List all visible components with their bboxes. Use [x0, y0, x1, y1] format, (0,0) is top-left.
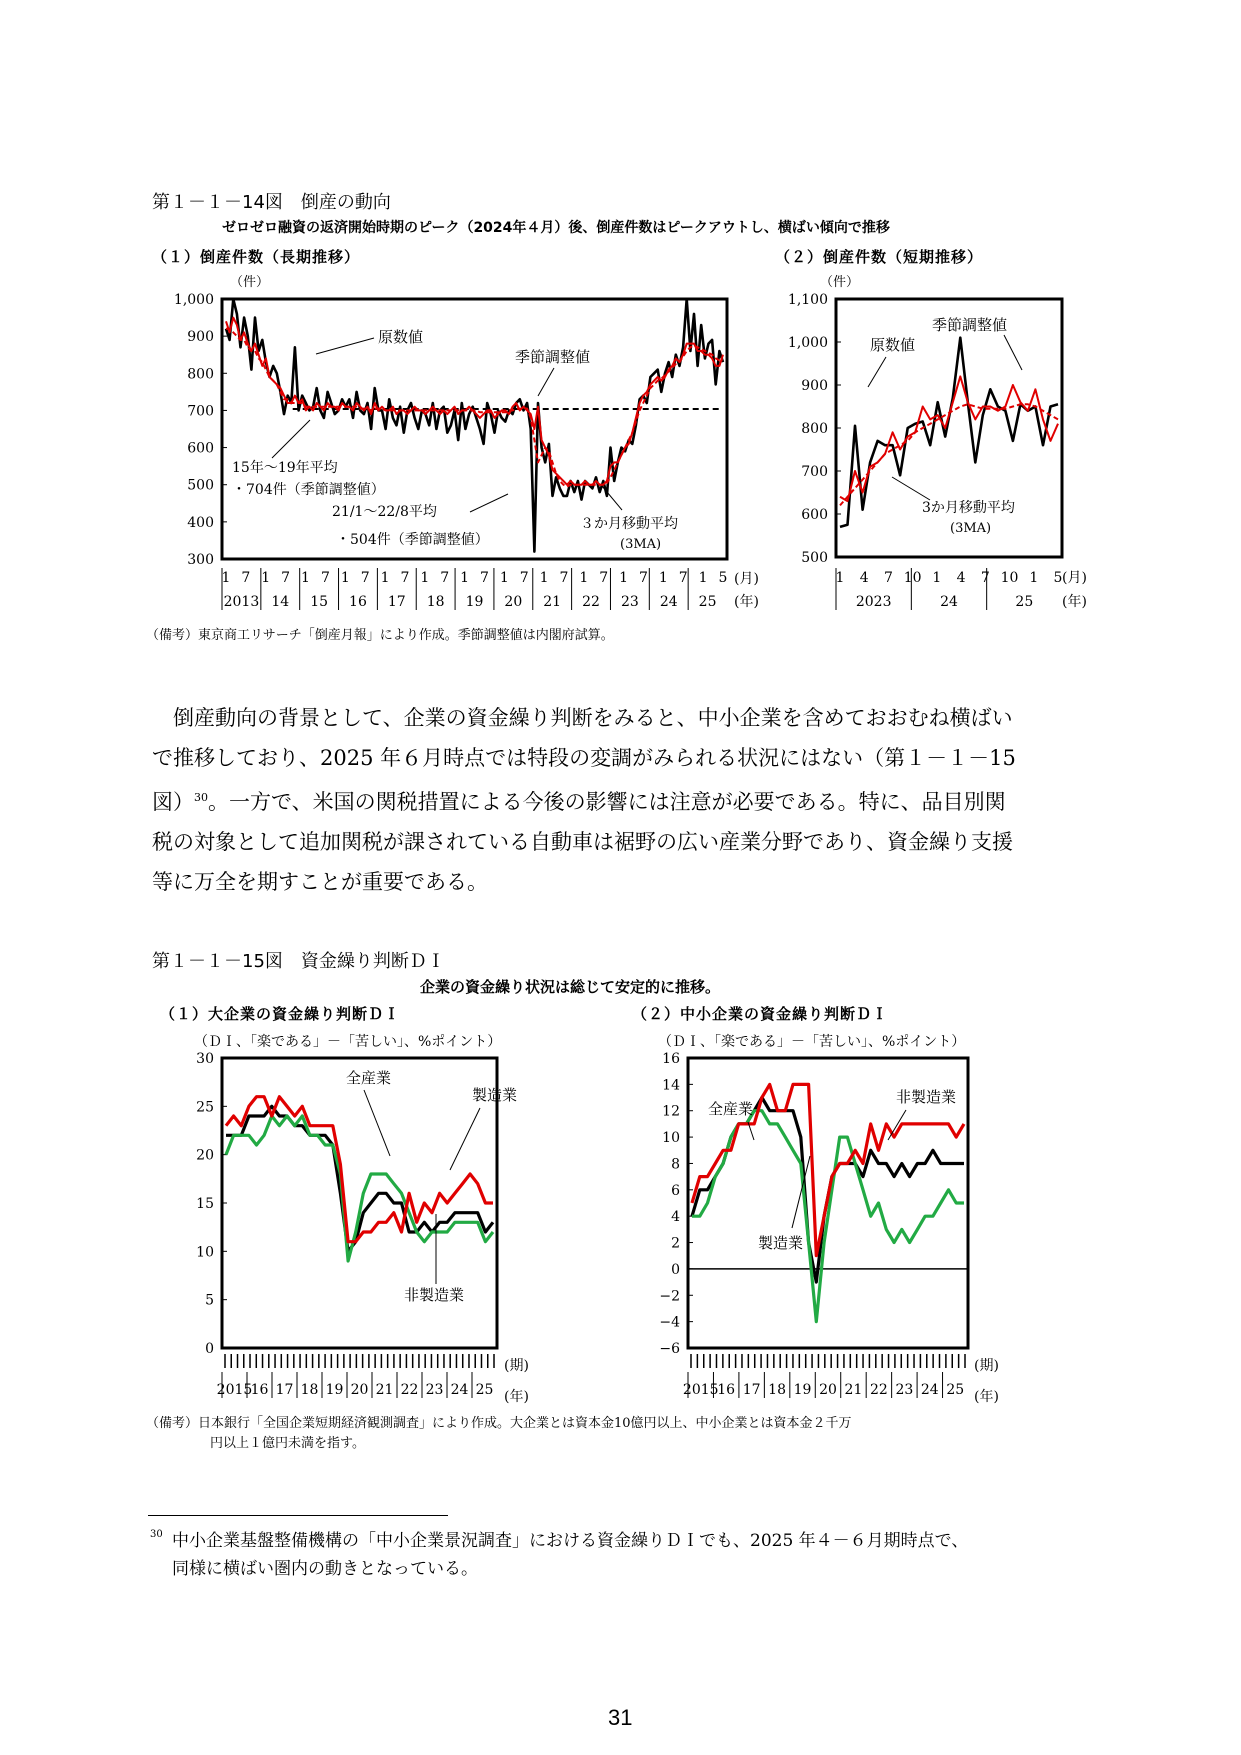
- body-line-3b: 。一方で、米国の関税措置による今後の影響には注意が必要である。特に、品目別関: [208, 790, 1006, 814]
- short-ann-raw-arrow: [868, 357, 886, 387]
- dil-year-label: 18: [300, 1382, 319, 1398]
- short-month-tick: 1: [835, 570, 845, 586]
- long-month-tick: 1: [420, 570, 430, 586]
- dis-ytick-label: 2: [671, 1235, 680, 1252]
- dis-year-label: 21: [844, 1382, 863, 1398]
- dis-ann-all: 全産業: [708, 1100, 754, 1118]
- body-line-2: で推移しており、2025 年６月時点では特段の変調がみられる状況にはない（第１－１－15: [152, 746, 1016, 770]
- dil-year-label: 20: [350, 1382, 369, 1398]
- dil-year-label: 22: [400, 1382, 419, 1398]
- long-month-tick: 7: [519, 570, 529, 586]
- fig14-subtitle: ゼロゼロ融資の返済開始時期のピーク（2024年４月）後、倒産件数はピークアウトし、横ばい傾向で推移: [222, 220, 890, 236]
- dis-year-label: 23: [895, 1382, 914, 1398]
- long-month-tick: 7: [400, 570, 410, 586]
- long-year-label: 25: [698, 594, 717, 610]
- long-year-label: 23: [620, 594, 639, 610]
- long-unit: （件）: [230, 275, 270, 290]
- long-series-line: [226, 299, 723, 552]
- long-year-label: 19: [465, 594, 484, 610]
- long-ytick-label: 700: [187, 403, 214, 420]
- long-year-label: 15: [310, 594, 329, 610]
- dil-ann-nonmfg: 非製造業: [404, 1286, 465, 1304]
- dis-year-unit: (年): [974, 1389, 999, 1405]
- long-month-tick: 7: [639, 570, 648, 586]
- dil-year-label: 25: [475, 1382, 494, 1398]
- long-year-label: 17: [387, 594, 406, 610]
- bankruptcy-long-chart: [140, 272, 780, 622]
- short-ytick-label: 700: [801, 464, 828, 480]
- dis-period-unit: (期): [974, 1358, 999, 1374]
- long-month-tick: 1: [221, 570, 231, 586]
- short-ytick-label: 1,000: [787, 335, 828, 351]
- dil-ytick-label: 30: [196, 1051, 214, 1067]
- fig15-title: 第１－１－15図 資金繰り判断ＤＩ: [152, 951, 445, 972]
- short-month-tick: 4: [956, 570, 966, 586]
- dis-year-label: 17: [742, 1382, 761, 1398]
- long-month-tick: 5: [718, 570, 728, 586]
- fig14-panel2-title: （２）倒産件数（短期推移）: [775, 248, 984, 266]
- long-year-label: 18: [426, 594, 445, 610]
- short-year-unit: (年): [1062, 594, 1087, 610]
- dil-ytick-label: 20: [196, 1147, 214, 1164]
- dis-year-label: 18: [768, 1382, 787, 1398]
- dil-unit: （ＤＩ、「楽である」－「苦しい」、%ポイント）: [194, 1034, 502, 1050]
- long-ytick-label: 600: [187, 440, 214, 457]
- long-year-label: 22: [582, 594, 600, 610]
- long-ann-avg1-arrow: [272, 420, 310, 458]
- dil-year-label: 16: [250, 1382, 269, 1398]
- fig15-panel1-title: （１）大企業の資金繰り判断ＤＩ: [160, 1005, 401, 1023]
- long-ann-avg1-l2: ・704件（季節調整値）: [232, 482, 385, 498]
- dis-ann-mfg: 製造業: [758, 1234, 804, 1252]
- dis-ann-nonmfg: 非製造業: [896, 1088, 957, 1106]
- short-month-tick: 1: [1029, 570, 1039, 586]
- long-month-tick: 1: [261, 570, 271, 586]
- long-month-tick: 7: [320, 570, 330, 586]
- long-month-tick: 1: [301, 570, 310, 586]
- long-month-tick: 7: [440, 570, 450, 586]
- dis-year-label: 25: [946, 1382, 965, 1398]
- long-ann-avg2-l2: ・504件（季節調整値）: [336, 532, 489, 548]
- dil-ann-all: 全産業: [346, 1069, 392, 1087]
- dis-ytick-label: 6: [671, 1182, 680, 1199]
- short-year-label: 24: [940, 594, 958, 610]
- short-month-tick: 10: [903, 570, 922, 586]
- long-month-tick: 7: [241, 570, 251, 586]
- long-month-tick: 1: [539, 570, 549, 586]
- short-series-line: [840, 338, 1058, 527]
- long-ann-ma-l1: ３か月移動平均: [580, 516, 678, 532]
- fig14-title: 第１－１－14図 倒産の動向: [152, 192, 391, 213]
- long-month-tick: 1: [579, 570, 589, 586]
- body-line-3a: 図）: [152, 790, 194, 814]
- short-ytick-label: 800: [801, 421, 828, 437]
- dis-ytick-label: −2: [659, 1288, 680, 1305]
- fig14-panel1-title: （１）倒産件数（長期推移）: [152, 248, 361, 266]
- dil-year-label: 2015: [216, 1382, 253, 1398]
- long-month-tick: 7: [678, 570, 688, 586]
- dil-ytick-label: 25: [196, 1099, 214, 1116]
- short-month-tick: 4: [859, 570, 869, 586]
- long-month-tick: 1: [380, 570, 390, 586]
- dis-year-label: 2015: [682, 1382, 719, 1398]
- long-year-label: 24: [659, 594, 678, 610]
- long-ann-avg2-l1: 21/1～22/8平均: [332, 504, 437, 520]
- long-ytick-label: 500: [187, 477, 214, 494]
- long-month-tick: 1: [658, 570, 668, 586]
- footnote-line-1: 中小企業基盤整備機構の「中小企業景況調査」における資金繰りＤＩでも、2025 年４－６月期時点で、: [172, 1531, 969, 1551]
- short-year-label: 2023: [855, 594, 892, 610]
- long-ann-raw-arrow: [316, 338, 374, 354]
- dis-year-label: 19: [793, 1382, 812, 1398]
- dil-year-label: 24: [450, 1382, 469, 1398]
- long-year-label: 20: [504, 594, 523, 610]
- fig15-panel2-title: （２）中小企業の資金繰り判断ＤＩ: [632, 1005, 889, 1023]
- page-number: 31: [608, 1705, 633, 1730]
- bankruptcy-short-chart: [760, 272, 1100, 622]
- long-month-tick: 1: [340, 570, 350, 586]
- dis-year-label: 16: [717, 1382, 736, 1398]
- long-month-tick: 7: [599, 570, 609, 586]
- dis-ytick-label: 12: [662, 1103, 680, 1120]
- long-month-tick: 7: [479, 570, 489, 586]
- dil-year-label: 21: [375, 1382, 394, 1398]
- long-month-tick: 1: [460, 570, 470, 586]
- long-ann-raw: 原数値: [378, 328, 424, 346]
- short-ytick-label: 500: [801, 550, 828, 566]
- dis-ytick-label: −4: [659, 1314, 680, 1331]
- short-ann-raw: 原数値: [870, 336, 916, 354]
- dil-year-label: 19: [325, 1382, 344, 1398]
- dil-ytick-label: 15: [196, 1196, 214, 1212]
- body-line-5: 等に万全を期すことが重要である。: [152, 870, 488, 894]
- dil-ytick-label: 0: [205, 1341, 214, 1357]
- dil-ann-mfg: 製造業: [472, 1086, 518, 1104]
- long-month-tick: 1: [499, 570, 509, 586]
- short-ytick-label: 600: [801, 507, 828, 523]
- short-month-tick: 7: [980, 570, 990, 586]
- fig14-note: （備考）東京商工リサーチ「倒産月報」により作成。季節調整値は内閣府試算。: [146, 628, 614, 643]
- dis-ytick-label: 4: [671, 1209, 680, 1226]
- long-ann-sa: 季節調整値: [515, 348, 591, 366]
- long-month-unit: (月): [734, 571, 759, 587]
- short-ytick-label: 1,100: [787, 292, 828, 308]
- short-ann-ma-l2: (3MA): [950, 521, 992, 536]
- dis-ytick-label: 14: [662, 1077, 680, 1094]
- dis-ytick-label: 8: [671, 1156, 680, 1173]
- long-ann-avg1-l1: 15年～19年平均: [232, 460, 338, 476]
- short-ann-sa: 季節調整値: [932, 316, 1008, 334]
- body-paragraph: [152, 698, 1092, 902]
- dis-year-label: 24: [920, 1382, 939, 1398]
- body-line-3: [152, 778, 1092, 822]
- dil-ytick-label: 5: [205, 1292, 214, 1309]
- short-month-tick: 1: [932, 570, 942, 586]
- dil-year-unit: (年): [504, 1389, 529, 1405]
- long-month-tick: 1: [698, 570, 708, 586]
- long-year-label: 21: [543, 594, 562, 610]
- long-ytick-label: 800: [187, 366, 214, 383]
- dil-ann-all-arrow: [364, 1090, 390, 1156]
- dis-ytick-label: 16: [662, 1051, 680, 1067]
- short-month-unit: (月): [1062, 570, 1087, 586]
- di-large-chart: [150, 1028, 630, 1400]
- short-year-label: 25: [1015, 594, 1034, 610]
- long-ann-ma-arrow: [602, 486, 622, 510]
- dil-year-label: 17: [275, 1382, 294, 1398]
- long-year-unit: (年): [734, 594, 759, 610]
- fig15-subtitle: 企業の資金繰り状況は総じて安定的に推移。: [420, 978, 721, 996]
- long-ytick-label: 1,000: [173, 292, 214, 308]
- di-small-chart: [630, 1028, 1110, 1400]
- long-month-tick: 7: [360, 570, 370, 586]
- long-year-label: 14: [271, 594, 290, 610]
- long-month-tick: 7: [281, 570, 291, 586]
- fig15-note-l1: （備考）日本銀行「全国企業短期経済観測調査」により作成。大企業とは資本金10億円以上、中小企業とは資本金２千万: [146, 1416, 852, 1431]
- dil-period-unit: (期): [504, 1358, 529, 1374]
- footnote-ref-30[interactable]: 30: [194, 791, 208, 804]
- footnote-number: 30: [150, 1529, 163, 1540]
- long-year-label: 2013: [223, 594, 260, 610]
- fig15-note-l2: 円以上１億円未満を指す。: [210, 1436, 365, 1451]
- long-ytick-label: 900: [187, 329, 214, 346]
- dis-ytick-label: −6: [659, 1341, 680, 1357]
- long-ann-avg2-arrow: [470, 494, 508, 512]
- dis-year-label: 22: [869, 1382, 888, 1398]
- short-ann-ma-l1: 3か月移動平均: [922, 500, 1015, 516]
- dil-ytick-label: 10: [196, 1244, 214, 1261]
- short-month-tick: 7: [883, 570, 893, 586]
- footnote-line-2: 同様に横ばい圏内の動きとなっている。: [172, 1559, 478, 1579]
- short-month-tick: 10: [1000, 570, 1019, 586]
- body-line-1: 倒産動向の背景として、企業の資金繰り判断をみると、中小企業を含めておおむね横ばい: [173, 706, 1013, 730]
- long-ann-ma-l2: (3MA): [620, 537, 662, 552]
- short-ytick-label: 900: [801, 378, 828, 394]
- long-month-tick: 7: [559, 570, 569, 586]
- short-ann-sa-arrow: [1004, 335, 1022, 370]
- dil-ann-mfg-arrow: [450, 1108, 480, 1170]
- long-ann-sa-arrow: [538, 368, 554, 396]
- dil-year-label: 23: [425, 1382, 444, 1398]
- dis-year-label: 20: [819, 1382, 837, 1398]
- dis-unit: （ＤＩ、「楽である」－「苦しい」、%ポイント）: [658, 1034, 966, 1050]
- long-ytick-label: 400: [187, 514, 214, 531]
- footnote-divider: [148, 1515, 448, 1516]
- dis-ytick-label: 0: [671, 1261, 680, 1278]
- short-ann-ma-arrow: [892, 477, 930, 500]
- short-month-tick: 5: [1053, 570, 1063, 586]
- dis-ytick-label: 10: [662, 1130, 680, 1147]
- short-unit: （件）: [820, 275, 860, 290]
- body-line-4: 税の対象として追加関税が課されている自動車は裾野の広い産業分野であり、資金繰り支援: [152, 830, 1013, 854]
- long-year-label: 16: [349, 594, 367, 610]
- long-ytick-label: 300: [187, 552, 214, 568]
- dil-plot-frame: [222, 1058, 497, 1348]
- short-series-line: [840, 376, 1058, 501]
- long-month-tick: 1: [619, 570, 629, 586]
